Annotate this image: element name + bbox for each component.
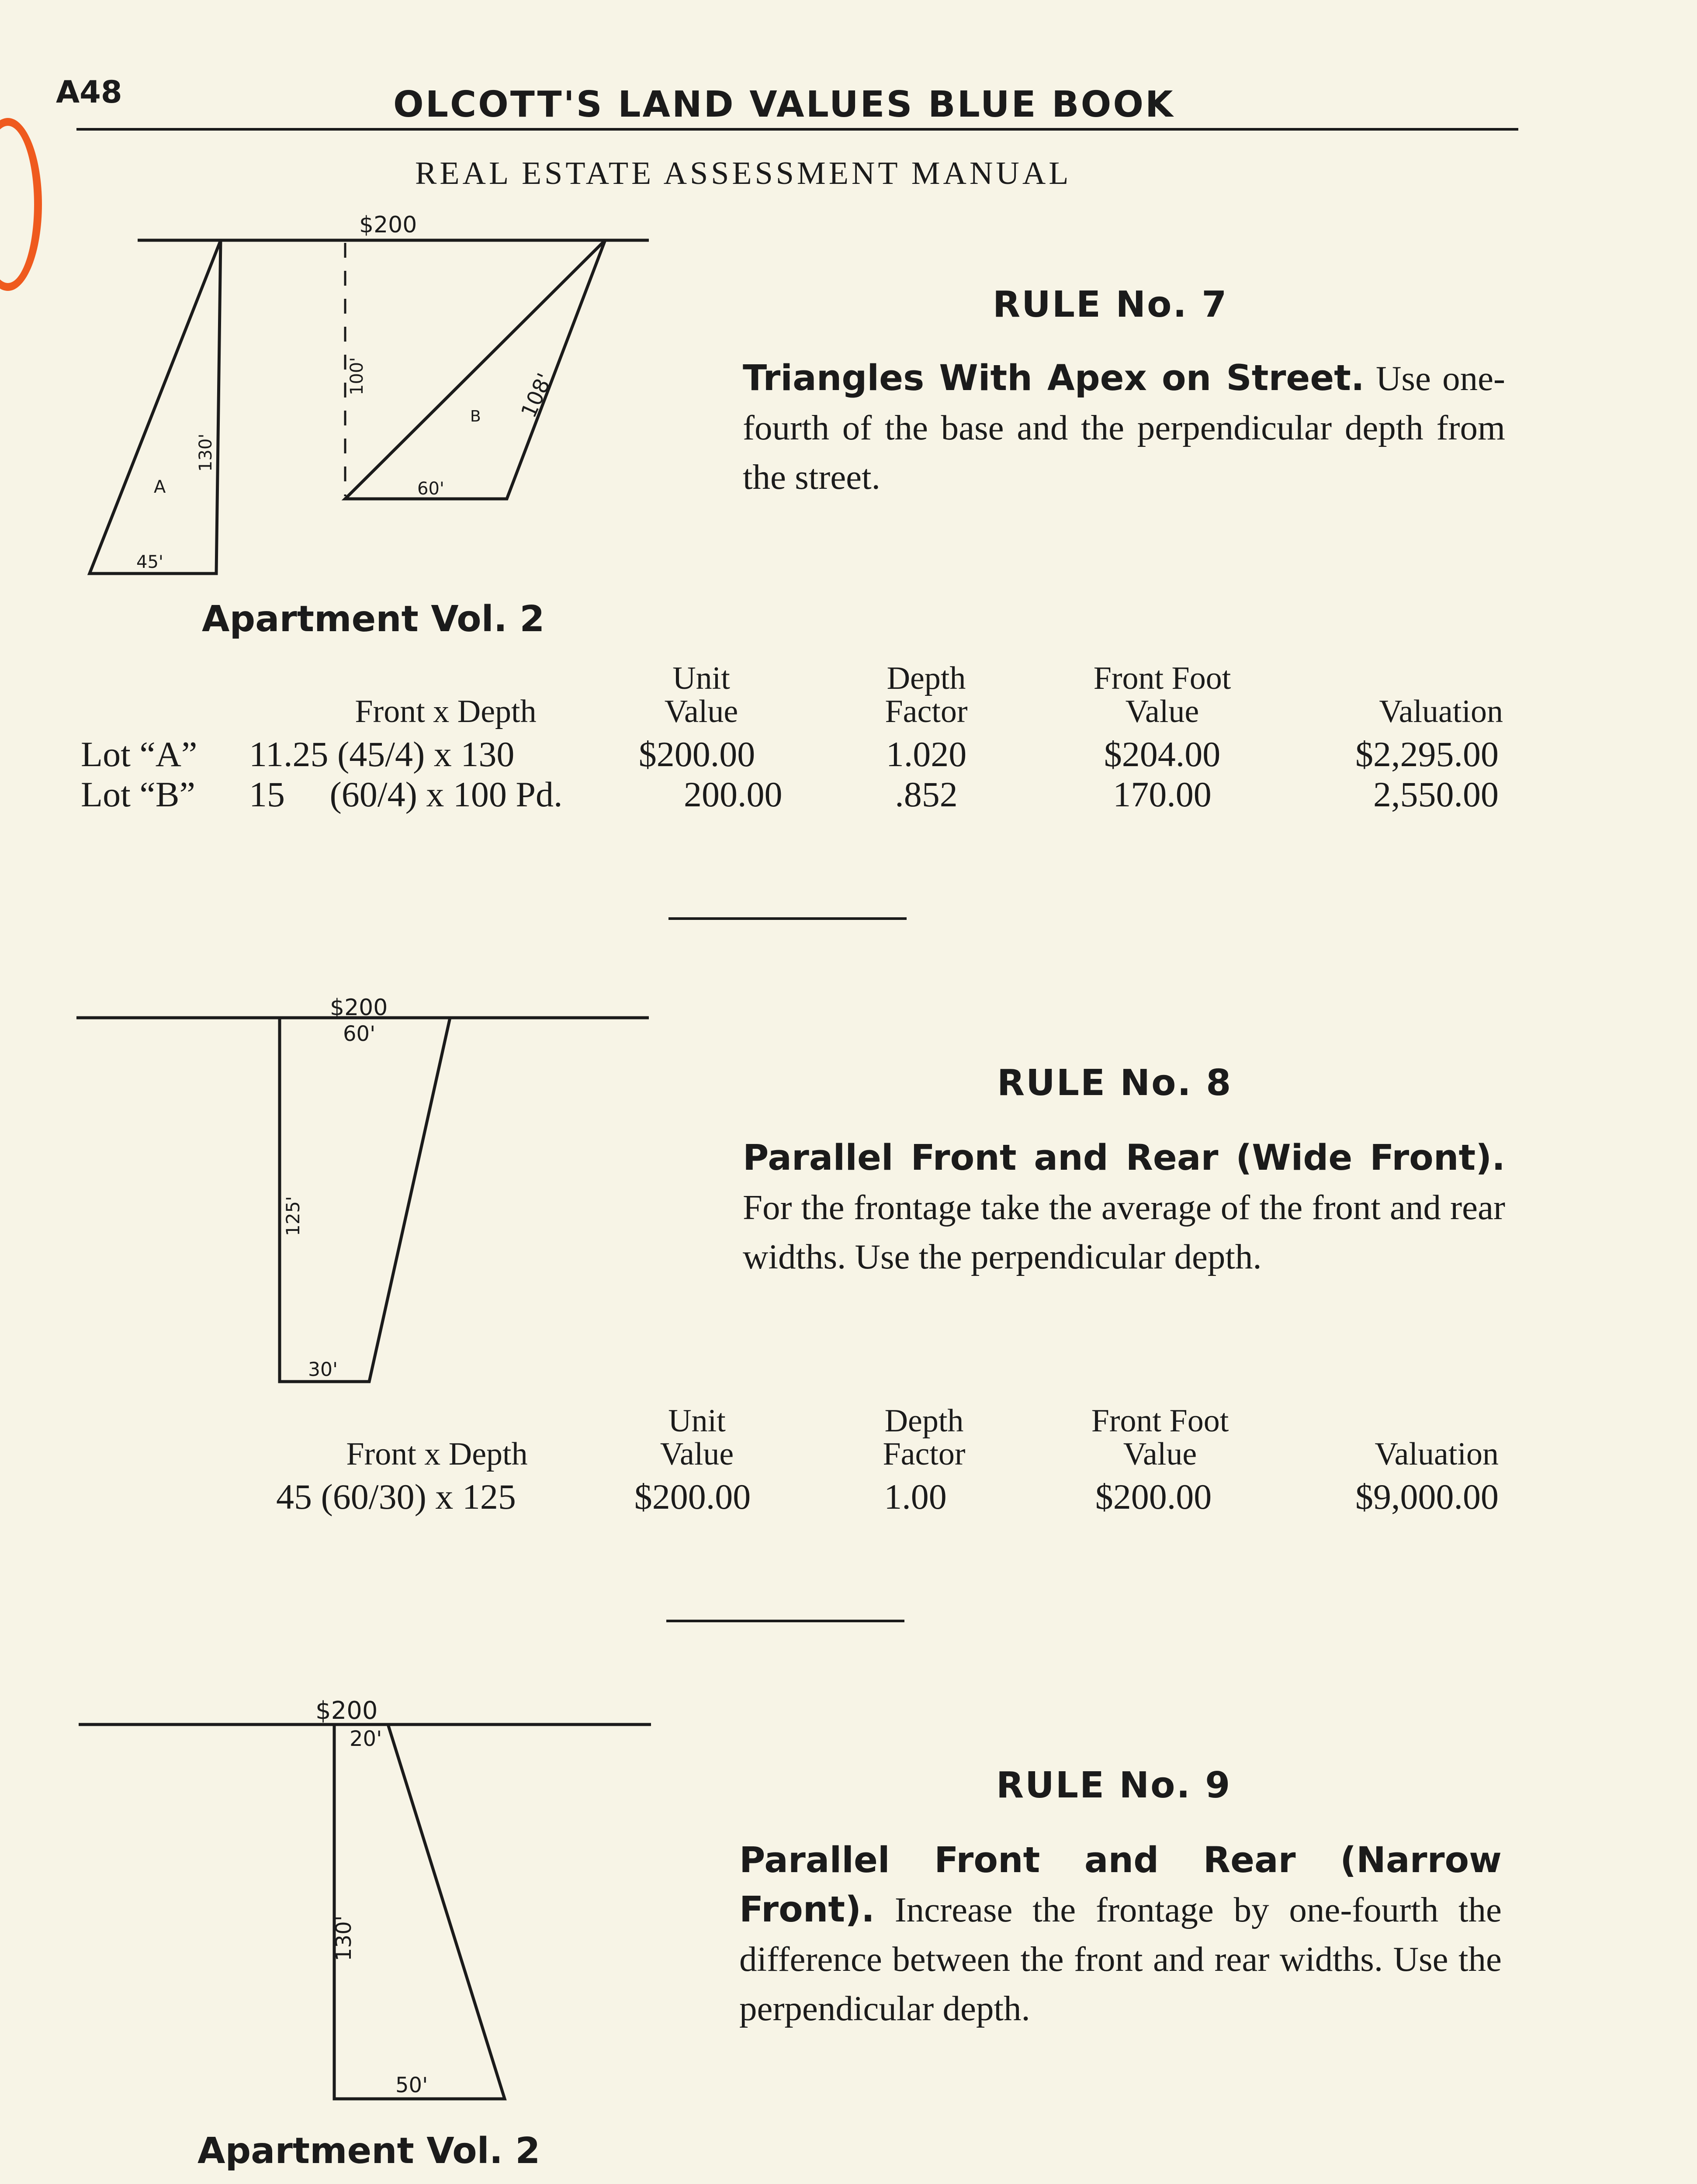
rule8-depth: 125' [282, 1196, 304, 1236]
rule8-text [743, 1133, 1505, 1282]
rule7-row-a-unit-value: $200.00 [638, 734, 755, 774]
rule7-row-a-depth-factor: 1.020 [886, 734, 967, 774]
rule7-row-a-front-foot: $204.00 [1104, 734, 1221, 774]
book-title: OLCOTT'S LAND VALUES BLUE BOOK [393, 84, 1175, 125]
rule7-col-valuation: Valuation [1379, 694, 1503, 729]
section-divider-2 [666, 1620, 904, 1622]
rule8-body: For the frontage take the average of the front and rear widths. Use the perpendicular depth. [743, 1188, 1505, 1276]
rule7-title: Triangles With Apex on Street. [743, 358, 1365, 399]
rule7-lot-b-depth: 100' [347, 357, 367, 395]
rule7-street-value: $200 [359, 212, 417, 238]
rule9-lot-outline [334, 1724, 505, 2099]
rule9-diagram [0, 0, 699, 2140]
manual-subtitle: REAL ESTATE ASSESSMENT MANUAL [415, 156, 1072, 191]
rule8-col-valuation: Valuation [1375, 1436, 1499, 1472]
rule7-lot-a-depth: 130' [196, 433, 216, 472]
rule8-col-unit-value: Unit Value [660, 1403, 734, 1472]
rule7-row-b-depth-factor: .852 [895, 774, 958, 814]
rule7-lot-b-base: 60' [417, 479, 444, 499]
rule9-rear: 50' [395, 2073, 428, 2098]
rule8-col-front-depth: Front x Depth [346, 1436, 528, 1472]
rule7-row-a-lot: Lot “A” [81, 734, 197, 774]
rule7-row-b-front-depth: 15 (60/4) x 100 Pd. [249, 774, 563, 814]
rule7-lot-b-label: B [470, 408, 481, 425]
rule8-row-front-depth: 45 (60/30) x 125 [276, 1477, 516, 1517]
rule7-row-b-lot: Lot “B” [81, 774, 195, 814]
rule8-row-depth-factor: 1.00 [884, 1477, 947, 1517]
rule8-front: 60' [343, 1022, 376, 1046]
rule9-depth: 130' [332, 1915, 356, 1961]
page-number: A48 [56, 74, 122, 110]
rule8-street-value: $200 [330, 995, 388, 1021]
rule7-col-front-foot: Front Foot Value [1093, 660, 1231, 729]
rule7-row-a-valuation: $2,295.00 [1355, 734, 1499, 774]
rule7-row-b-front-foot: 170.00 [1113, 774, 1212, 814]
rule9-heading: RULE No. 9 [996, 1765, 1232, 1806]
rule8-col-front-foot: Front Foot Value [1091, 1403, 1229, 1472]
rule7-lot-a-base: 45' [136, 552, 163, 572]
rule7-body: Use one-fourth of the base and the perpendicular depth from the street. [743, 359, 1505, 497]
rule8-row-valuation: $9,000.00 [1355, 1477, 1499, 1517]
rule8-heading: RULE No. 8 [997, 1062, 1233, 1104]
section-divider-1 [668, 917, 907, 920]
rule7-text [743, 354, 1505, 502]
rule7-lot-a-label: A [154, 477, 166, 497]
rule8-row-front-foot: $200.00 [1095, 1477, 1212, 1517]
rule7-row-b-unit-value: 200.00 [684, 774, 783, 814]
rule9-body: Increase the frontage by one-fourth the difference between the front and rear widths. Use the perpendicular depth. [739, 1890, 1502, 2028]
rule9-title: Parallel Front and Rear (Narrow Front). [739, 1840, 1502, 1930]
rule8-row-unit-value: $200.00 [634, 1477, 751, 1517]
rule8-rear: 30' [308, 1358, 338, 1381]
rule7-col-unit-value: Unit Value [664, 660, 738, 729]
rule7-vol-label: Apartment Vol. 2 [202, 598, 545, 640]
rule9-text [739, 1836, 1502, 2033]
rule9-vol-label: Apartment Vol. 2 [197, 2130, 540, 2172]
rule7-heading: RULE No. 7 [993, 284, 1228, 325]
rule8-title: Parallel Front and Rear (Wide Front). [743, 1137, 1505, 1178]
rule9-front: 20' [350, 1727, 382, 1751]
rule7-row-b-valuation: 2,550.00 [1373, 774, 1499, 814]
rule7-col-front-depth: Front x Depth [355, 694, 537, 729]
rule7-lot-b-side: 108' [516, 370, 558, 422]
rule7-col-depth-factor: Depth Factor [885, 660, 968, 729]
rule7-row-a-front-depth: 11.25 (45/4) x 130 [249, 734, 515, 774]
rule8-col-depth-factor: Depth Factor [883, 1403, 966, 1472]
rule9-street-value: $200 [315, 1697, 378, 1725]
